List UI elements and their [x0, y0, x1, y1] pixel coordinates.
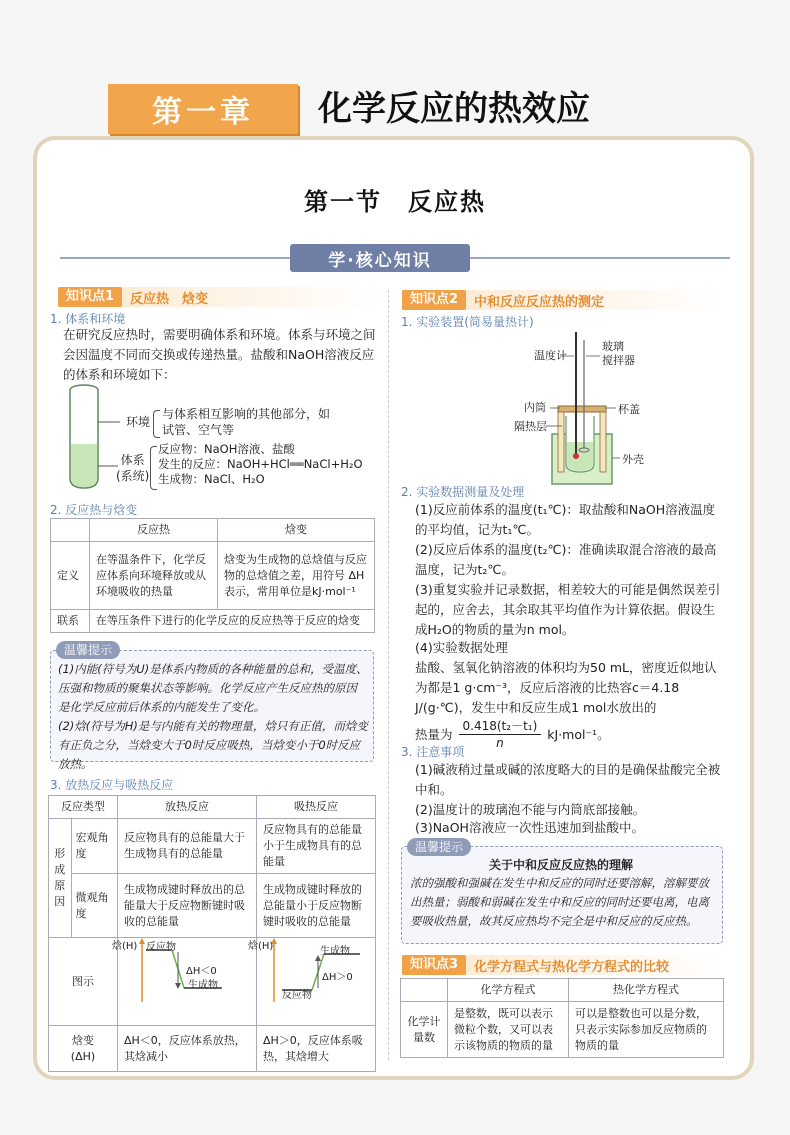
- sys-label: [116, 452, 149, 484]
- t2-r1-label: 定义: [51, 542, 90, 610]
- sys-desc: [158, 442, 363, 487]
- chapter-tag: 第一章: [108, 84, 298, 134]
- t3-h2: 吸热反应: [257, 796, 376, 819]
- t3-micro: 微观角度: [71, 874, 117, 938]
- env-desc-1: 与体系相互影响的其他部分，如: [162, 407, 331, 421]
- t3-micro-1: 生成物成键时释放出的总能量大于反应物断键时吸收的总能量: [118, 874, 257, 938]
- exo-product: 生成物: [188, 980, 218, 991]
- t3-enthalpy-1: 焓变: [72, 1033, 94, 1047]
- t2-h2: 焓变: [218, 519, 375, 542]
- endo-yaxis: 焓(H): [248, 941, 274, 952]
- kp1-tip-2: (2)焓(符号为H)是与内能有关的物理量，焓只有正值，而焓变有正负之分，当焓变大于0时反应吸热，当焓变小于0时反应放热。: [58, 719, 368, 771]
- kp3-header: [402, 955, 722, 975]
- exo-reactant: 反应物: [146, 942, 176, 953]
- t4-c1: 是整数，既可以表示微粒个数，又可以表示该物质的物质的量: [448, 1002, 569, 1058]
- kp2-d2: (2)反应后体系的温度(t₂℃)：准确读取混合溶液的最高温度，记为t₂℃。: [415, 542, 717, 577]
- kp3-tag: 知识点3: [402, 955, 466, 975]
- kp2-sub3: 3. 注意事项: [401, 745, 465, 759]
- kp2-tip-title: 关于中和反应反应热的理解: [488, 858, 633, 872]
- t3-enthalpy: [49, 1026, 118, 1072]
- t3-macro-1: 反应物具有的总能量大于生成物具有的总能量: [118, 819, 257, 874]
- kp1-tip-label: 温馨提示: [56, 641, 120, 659]
- equation-compare-table: [400, 978, 724, 1058]
- label-lid: 杯盖: [618, 403, 640, 416]
- kp1-sub3: 3. 放热反应与吸热反应: [50, 778, 174, 792]
- sys-label-1: 体系: [120, 453, 145, 467]
- core-knowledge-banner: 学·核心知识: [290, 244, 470, 272]
- sys-products: 生成物：NaCl、H₂O: [158, 472, 265, 486]
- t4-h1: 化学方程式: [448, 979, 569, 1002]
- kp2-name: 中和反应反应热的测定: [474, 294, 605, 310]
- exo-endo-table: [48, 795, 376, 1072]
- column-divider: [388, 290, 389, 1060]
- kp2-header: [402, 290, 722, 310]
- t3-enthalpy-2: (ΔH): [70, 1049, 96, 1063]
- kp1-para1: 在研究反应热时，需要明确体系和环境。体系与环境之间会因温度不同而交换或传递热量。盐酸和NaOH溶液反应的体系和环境如下：: [63, 327, 376, 382]
- kp2-d1: (1)反应前体系的温度(t₁℃)：取盐酸和NaOH溶液温度的平均值，记为t₁℃。: [415, 502, 716, 537]
- kp2-sub2: 2. 实验数据测量及处理: [401, 485, 525, 499]
- kp3-name: 化学方程式与热化学方程式的比较: [474, 959, 670, 975]
- t2-r1-c1: 在等温条件下，化学反应体系向环境释放或从环境吸收的热量: [90, 542, 218, 610]
- label-stirrer-1: 玻璃: [602, 340, 624, 353]
- label-thermometer: 温度计: [534, 349, 567, 362]
- label-inner: 内筒: [524, 401, 546, 414]
- kp1-tag: 知识点1: [58, 287, 122, 307]
- t4-c2: 可以是整数也可以是分数，只表示实际参加反应物质的物质的量: [569, 1002, 724, 1058]
- env-desc: [162, 406, 330, 438]
- t3-diag: 图示: [49, 938, 118, 1026]
- t2-r2-c: 在等压条件下进行的化学反应的反应热等于反应的焓变: [90, 610, 375, 633]
- kp2-tip-text: 浓的强酸和强碱在发生中和反应的同时还要溶解，溶解要放出热量；弱酸和弱碱在发生中和反应的同时还要电离，电离要吸收热量，故其反应热均不完全是中和反应的反应热。: [410, 876, 709, 928]
- kp2-d6b: kJ·mol⁻¹。: [547, 726, 610, 742]
- label-stirrer-2: 搅拌器: [602, 354, 635, 367]
- exo-yaxis: 焓(H): [112, 941, 138, 952]
- sys-reactants: 反应物：NaOH溶液、盐酸: [158, 442, 295, 456]
- kp2-n1: (1)碱液稍过量或碱的浓度略大的目的是确保盐酸完全被中和。: [415, 762, 721, 797]
- sys-brace: [150, 446, 157, 490]
- fraction-numerator: 0.418(t₂－t₁): [459, 718, 542, 735]
- t3-cause: 形成原因: [49, 819, 72, 938]
- label-insulation: 隔热层: [514, 420, 547, 433]
- endo-reactant: 反应物: [282, 990, 312, 1001]
- exo-dh: ΔH＜0: [186, 966, 217, 977]
- label-outer: 外壳: [622, 453, 644, 466]
- kp2-sub1: 1. 实验装置(简易量热计): [401, 315, 534, 329]
- t2-h1: 反应热: [90, 519, 218, 542]
- t3-h0: 反应类型: [49, 796, 118, 819]
- heat-fraction: [459, 718, 542, 751]
- kp2-d4: (4)实验数据处理: [415, 640, 508, 655]
- sys-reaction: 发生的反应：NaOH+HCl══NaCl+H₂O: [158, 457, 363, 471]
- endo-product: 生成物: [320, 946, 350, 957]
- kp1-name: 反应热 焓变: [130, 291, 209, 307]
- t4-corner: [401, 979, 448, 1002]
- chapter-title: 化学反应的热效应: [318, 89, 590, 129]
- t4-label: 化学计量数: [401, 1002, 448, 1058]
- t3-ent-1: ΔH＜0，反应体系放热，其焓减小: [118, 1026, 257, 1072]
- kp1-sub1: 1. 体系和环境: [50, 312, 126, 326]
- sys-label-2: (系统): [116, 469, 150, 483]
- kp2-d5: 盐酸、氢氧化钠溶液的体积均为50 mL，密度近似地认为都是1 g·cm⁻³，反应后溶液的比热容c＝4.18 J/(g·℃)，发生中和反应生成1 mol水放出的: [415, 660, 717, 715]
- t3-ent-2: ΔH＞0，反应体系吸热，其焓增大: [257, 1026, 376, 1072]
- kp2-d3: (3)重复实验并记录数据，相差较大的可能是偶然误差引起的，应舍去，其余取其平均值作为计算依据。假设生成H₂O的物质的量为n mol。: [415, 582, 721, 637]
- env-label: 环境: [126, 415, 151, 429]
- env-brace: [153, 410, 160, 438]
- kp1-tip-1: (1)内能(符号为U)是体系内物质的各种能量的总和，受温度、压强和物质的聚集状态等影响。化学反应产生反应热的原因是化学反应前后体系的内能发生了变化。: [58, 662, 368, 714]
- kp2-tag: 知识点2: [402, 290, 466, 310]
- kp2-d6a: 热量为: [415, 726, 453, 742]
- kp2-n2: (2)温度计的玻璃泡不能与内筒底部接触。: [415, 802, 646, 817]
- enthalpy-table: [50, 518, 375, 633]
- t2-r1-c2: 焓变为生成物的总焓值与反应物的总焓值之差，用符号 ΔH 表示，常用单位是kJ·mol⁻¹: [218, 542, 375, 610]
- t4-h2: 热化学方程式: [569, 979, 724, 1002]
- fraction-denominator: n: [496, 736, 504, 750]
- t3-h1: 放热反应: [118, 796, 257, 819]
- t3-micro-2: 生成物成键时释放的总能量小于反应物断键时吸收的总能量: [257, 874, 376, 938]
- label-stirrer: [602, 340, 635, 368]
- t3-macro-2: 反应物具有的总能量小于生成物具有的总能量: [257, 819, 376, 874]
- endo-dh: ΔH＞0: [322, 972, 353, 983]
- kp1-header: [58, 287, 383, 307]
- t3-macro: 宏观角度: [71, 819, 117, 874]
- section-title: 第一节 反应热: [304, 188, 486, 216]
- kp2-n3: (3)NaOH溶液应一次性迅速加到盐酸中。: [415, 820, 644, 835]
- kp1-sub2: 2. 反应热与焓变: [50, 503, 138, 517]
- t2-r2-label: 联系: [51, 610, 90, 633]
- env-desc-2: 试管、空气等: [162, 423, 235, 437]
- t2-corner: [51, 519, 90, 542]
- kp2-tip-label: 温馨提示: [407, 838, 471, 856]
